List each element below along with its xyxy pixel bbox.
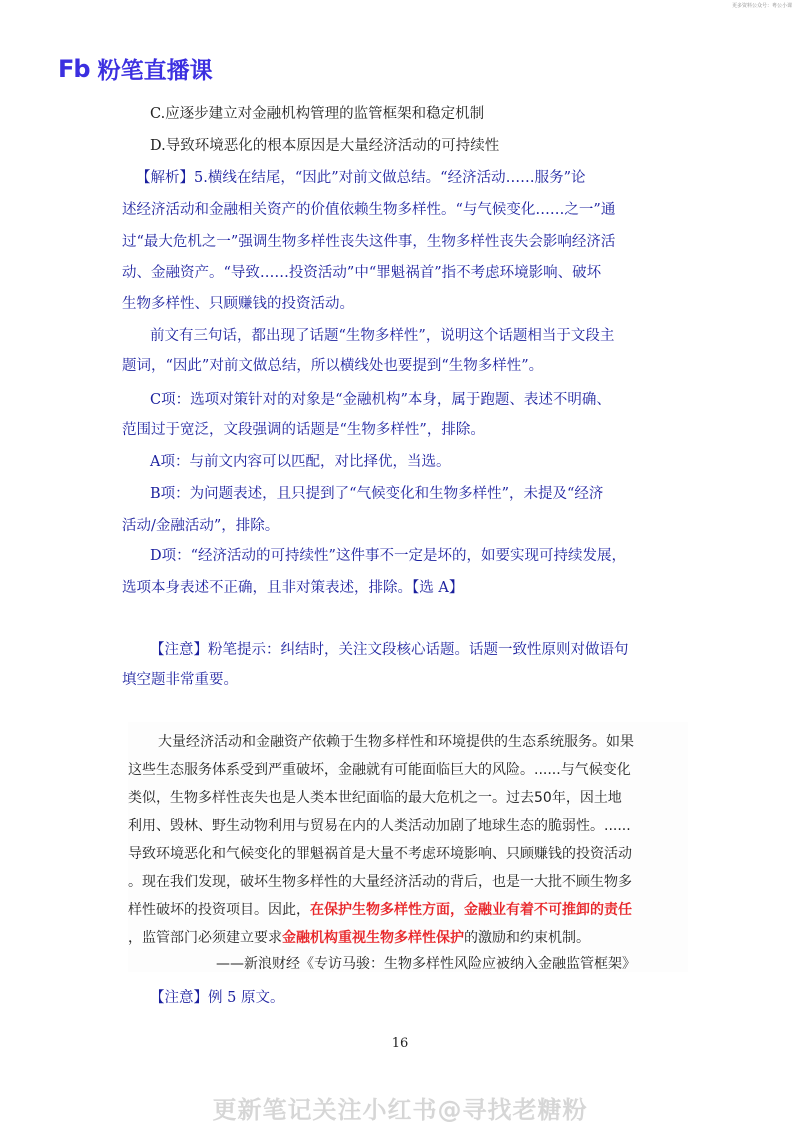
analysis-line: D项：“经济活动的可持续性”这件事不一定是坏的，如要实现可持续发展，	[150, 548, 626, 564]
analysis-line: 前文有三句话，都出现了话题“生物多样性”，说明这个话题相当于文段主	[150, 328, 615, 344]
quote-line	[128, 900, 632, 920]
analysis-line: 过“最大危机之一”强调生物多样性丧失这件事，生物多样性丧失会影响经济活	[122, 234, 616, 250]
analysis-line: 范围过于宽泛，文段强调的话题是“生物多样性”，排除。	[122, 422, 485, 438]
quote-line: 类似，生物多样性丧失也是人类本世纪面临的最大危机之一。过去50年，因土地	[128, 790, 622, 806]
note-line: 填空题非常重要。	[122, 672, 238, 688]
quote-highlight: 金融机构重视生物多样性保护	[282, 930, 464, 946]
quote-line: 大量经济活动和金融资产依赖于生物多样性和环境提供的生态系统服务。如果	[158, 734, 634, 750]
quote-text: 的激励和约束机制。	[464, 930, 590, 946]
quote-line: 导致环境恶化和气候变化的罪魁祸首是大量不考虑环境影响、只顾赚钱的投资活动	[128, 846, 632, 862]
source-quote-image	[128, 722, 688, 972]
quote-line	[128, 928, 590, 948]
quote-line: 。现在我们发现，破坏生物多样性的大量经济活动的背后，也是一大批不顾生物多	[128, 874, 632, 890]
analysis-line: B项：为问题表述，且只提到了“气候变化和生物多样性”，未提及“经济	[150, 486, 604, 502]
analysis-line: 活动/金融活动”，排除。	[122, 518, 280, 534]
quote-text: 样性破坏的投资项目。因此，	[128, 902, 310, 918]
analysis-line: 选项本身表述不正确，且非对策表述，排除。【选 A】	[122, 580, 464, 596]
quote-line: 这些生态服务体系受到严重破坏，金融就有可能面临巨大的风险。......与气候变化	[128, 762, 631, 778]
footer-watermark: 更新笔记关注小红书@寻找老糖粉	[212, 1096, 588, 1124]
analysis-line: A项：与前文内容可以匹配，对比择优，当选。	[150, 454, 451, 470]
note-line: 【注意】粉笔提示：纠结时，关注文段核心话题。话题一致性原则对做语句	[150, 642, 629, 658]
analysis-line: 动、金融资产。“导致……投资活动”中“罪魁祸首”指不考虑环境影响、破坏	[122, 265, 602, 281]
logo-text: 粉笔直播课	[97, 58, 213, 84]
analysis-line: 述经济活动和金融相关资产的价值依赖生物多样性。“与气候变化……之一”通	[122, 202, 616, 218]
brand-logo	[58, 52, 213, 85]
analysis-line: 【解析】5.横线在结尾，“因此”对前文做总结。“经济活动……服务”论	[136, 170, 586, 186]
quote-source: ——新浪财经《专访马骏：生物多样性风险应被纳入金融监管框架》	[216, 956, 636, 972]
quote-text: ，监管部门必须建立要求	[128, 930, 282, 946]
option-c: C.应逐步建立对金融机构管理的监管框架和稳定机制	[150, 106, 485, 122]
logo-mark: Fb	[58, 54, 90, 83]
page-number: 16	[391, 1036, 409, 1051]
note-line: 【注意】例 5 原文。	[150, 990, 285, 1006]
quote-line: 利用、毁林、野生动物利用与贸易在内的人类活动加剧了地球生态的脆弱性。......	[128, 818, 631, 834]
option-d: D.导致环境恶化的根本原因是大量经济活动的可持续性	[150, 138, 500, 154]
top-corner-note: 更多资料公众号：粤公小课	[731, 3, 792, 9]
analysis-line: 生物多样性、只顾赚钱的投资活动。	[122, 296, 354, 312]
analysis-line: C项：选项对策针对的对象是“金融机构”本身，属于跑题、表述不明确、	[150, 392, 611, 408]
quote-highlight: 在保护生物多样性方面，金融业有着不可推卸的责任	[310, 902, 632, 918]
analysis-line: 题词，“因此”对前文做总结，所以横线处也要提到“生物多样性”。	[122, 358, 544, 374]
